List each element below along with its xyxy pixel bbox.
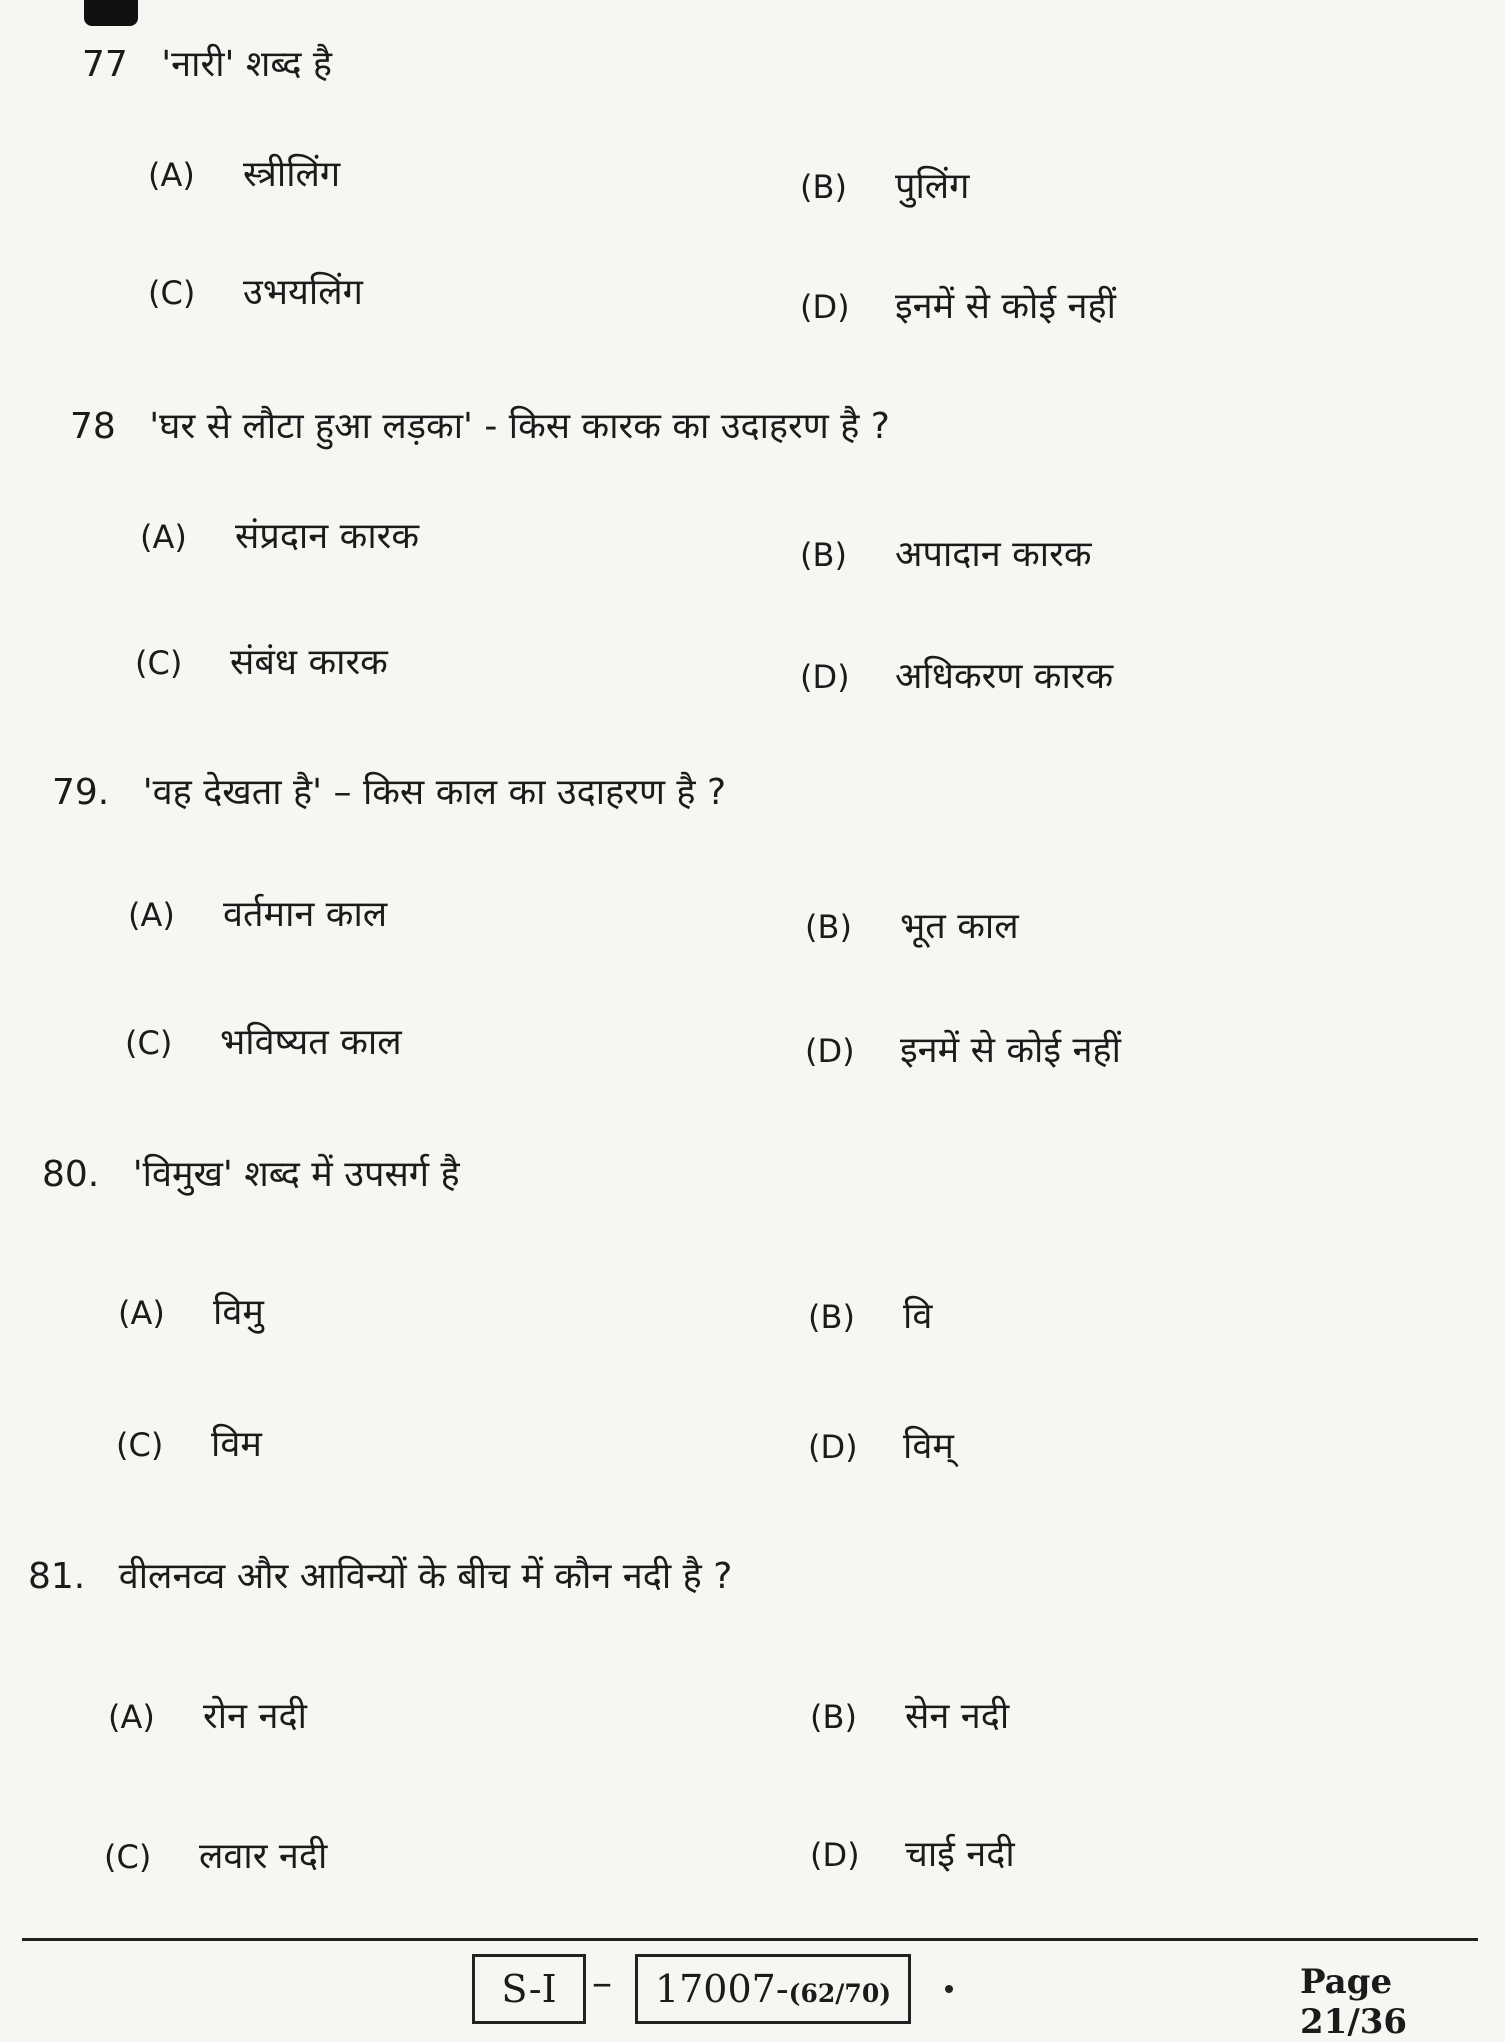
page-number: Page 21/36 (1300, 1962, 1408, 2042)
footer-dot (945, 1985, 953, 1993)
option-a (108, 1690, 307, 1739)
option-label: (A) (108, 1698, 155, 1736)
option-label: (C) (104, 1838, 152, 1876)
option-text: चाई नदी (905, 1834, 1015, 1875)
option-text: वि (903, 1296, 933, 1337)
option-label: (B) (800, 536, 847, 574)
option-c (135, 636, 388, 685)
option-text: उभयलिंग (243, 272, 363, 313)
option-text: पुलिंग (895, 166, 970, 207)
option-text: इनमें से कोई नहीं (895, 286, 1116, 327)
option-text: संबंध कारक (230, 642, 388, 683)
paper-code-suffix: (62/70) (788, 1979, 892, 2008)
option-label: (B) (800, 168, 847, 206)
series-box: S-I (472, 1954, 586, 2024)
option-b (805, 900, 1019, 949)
option-label: (D) (805, 1032, 855, 1070)
footer-rule (22, 1938, 1478, 1941)
option-text: इनमें से कोई नहीं (900, 1030, 1121, 1071)
option-text: विम् (903, 1426, 954, 1467)
option-a (118, 1286, 264, 1335)
option-d (808, 1420, 954, 1469)
option-d (805, 1024, 1121, 1073)
option-label: (D) (808, 1428, 858, 1466)
question-text: 'विमुख' शब्द में उपसर्ग है (132, 1154, 460, 1195)
option-text: भविष्यत काल (220, 1022, 402, 1063)
option-label: (A) (140, 518, 187, 556)
option-text: अधिकरण कारक (895, 656, 1114, 697)
option-label: (B) (810, 1698, 857, 1736)
option-b (808, 1290, 932, 1339)
question-text: वीलनव्व और आविन्यों के बीच में कौन नदी है ? (118, 1556, 733, 1597)
option-text: अपादान कारक (895, 534, 1092, 575)
question-number: 77 (82, 44, 128, 85)
footer-dash: – (592, 1960, 612, 2006)
option-label: (A) (148, 156, 195, 194)
option-label: (B) (808, 1298, 855, 1336)
question-text: 'नारी' शब्द है (161, 44, 332, 85)
option-label: (D) (810, 1836, 860, 1874)
question-number: 81. (28, 1556, 86, 1597)
corner-tab (84, 0, 138, 26)
question-79 (0, 766, 1505, 1146)
question-number: 80. (42, 1154, 100, 1195)
option-text: लवार नदी (199, 1836, 328, 1877)
option-d (800, 280, 1116, 329)
question-number: 79. (52, 772, 110, 813)
question-number: 78 (70, 406, 116, 447)
option-d (800, 650, 1113, 699)
option-d (810, 1828, 1015, 1877)
option-label: (D) (800, 658, 850, 696)
question-81 (0, 1550, 1505, 1930)
option-c (104, 1830, 327, 1879)
option-text: भूत काल (900, 906, 1019, 947)
option-label: (C) (125, 1024, 173, 1062)
option-text: स्त्रीलिंग (243, 154, 341, 195)
option-c (148, 266, 363, 315)
paper-code-box (635, 1954, 911, 2024)
option-c (125, 1016, 402, 1065)
option-a (128, 888, 387, 937)
question-80 (0, 1148, 1505, 1528)
option-text: विमु (213, 1292, 264, 1333)
option-label: (A) (128, 896, 175, 934)
option-text: संप्रदान कारक (235, 516, 420, 557)
option-c (116, 1418, 262, 1467)
option-label: (A) (118, 1294, 165, 1332)
question-text: 'वह देखता है' – किस काल का उदाहरण है ? (142, 772, 727, 813)
question-77 (0, 38, 1505, 418)
option-label: (C) (148, 274, 196, 312)
option-text: विम (211, 1424, 262, 1465)
option-label: (D) (800, 288, 850, 326)
option-text: वर्तमान काल (223, 894, 388, 935)
option-b (800, 160, 969, 209)
option-a (140, 510, 419, 559)
question-78 (0, 400, 1505, 780)
option-b (800, 528, 1091, 577)
option-b (810, 1690, 1009, 1739)
option-label: (C) (116, 1426, 164, 1464)
question-text: 'घर से लौटा हुआ लड़का' - किस कारक का उदाहरण है ? (149, 406, 890, 447)
option-a (148, 148, 340, 197)
option-text: रोन नदी (203, 1696, 307, 1737)
option-label: (C) (135, 644, 183, 682)
option-label: (B) (805, 908, 852, 946)
option-text: सेन नदी (905, 1696, 1010, 1737)
paper-code: 17007- (654, 1967, 789, 2011)
